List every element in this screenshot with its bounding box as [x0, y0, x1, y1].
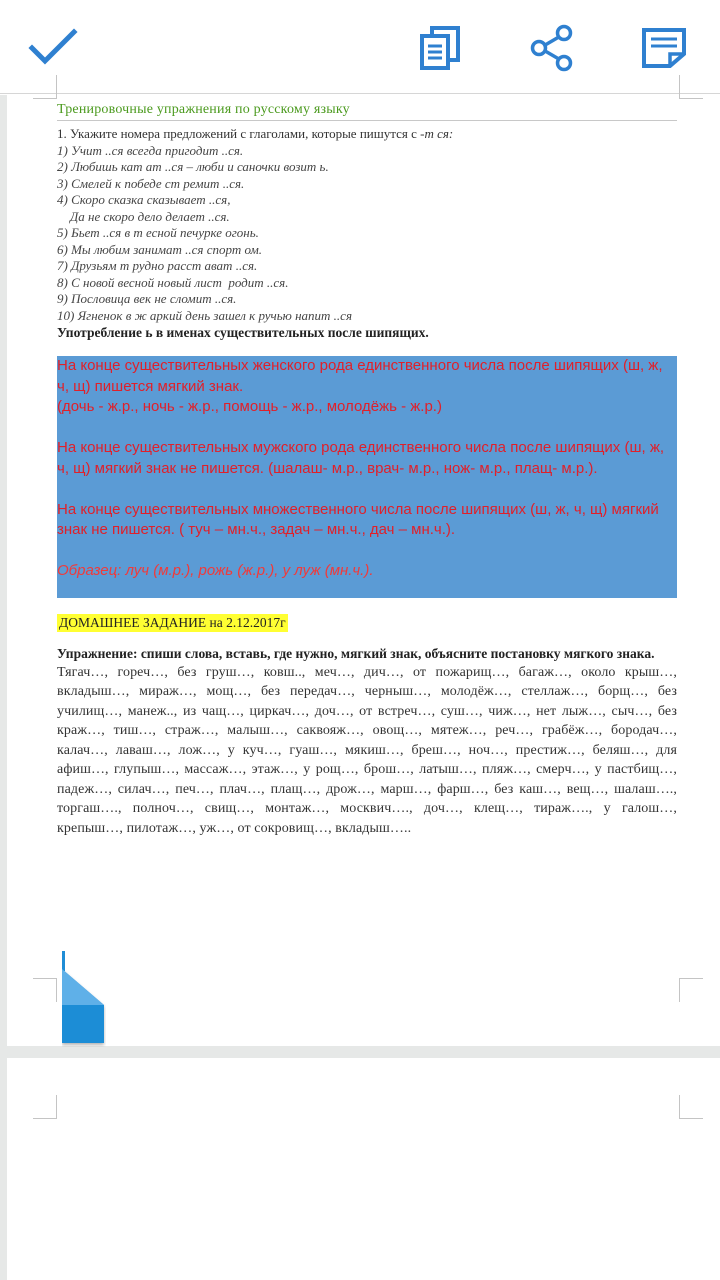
document-canvas[interactable]	[0, 95, 720, 1280]
homework-label: ДОМАШНЕЕ ЗАДАНИЕ на 2.12.2017г	[59, 615, 286, 630]
list-item: 9) Пословица век не сломит ..ся.	[57, 291, 237, 306]
page-content	[57, 95, 677, 838]
list-item: 3) Смелей к победе ст ремит ..ся.	[57, 175, 245, 191]
copy-button[interactable]	[414, 22, 466, 74]
notes-icon	[640, 26, 688, 70]
section-heading: Употребление ь в именах существительных после шипящих.	[57, 325, 429, 340]
list-item: 1) Учит ..ся всегда пригодит ..ся.	[57, 142, 244, 158]
crop-mark	[679, 75, 703, 99]
exercise-list	[57, 143, 677, 325]
share-icon	[528, 24, 576, 72]
rule-sample: Образец: луч (м.р.), рожь (ж.р.), у луж (мн.ч.).	[57, 562, 374, 579]
copy-icon	[418, 24, 462, 72]
list-item: 5) Бьет ..ся в т есной печурке огонь.	[57, 225, 259, 240]
list-item: Да не скоро дело делает ..ся.	[57, 208, 230, 224]
list-item: 6) Мы любим занимат ..ся спорт ом.	[57, 241, 263, 257]
exercise-heading: Упражнение: спиши слова, вставь, где нужно, мягкий знак, объясните постановку мягкого знака.	[57, 646, 655, 661]
list-item: 7) Друзьям т рудно расст ават ..ся.	[57, 258, 258, 273]
crop-mark	[33, 1095, 57, 1119]
list-item: 10) Ягненок в ж аркий день зашел к ручью напит ..ся	[57, 307, 352, 323]
crop-mark	[679, 1095, 703, 1119]
share-button[interactable]	[526, 22, 578, 74]
list-item: 4) Скоро сказка сказывает ..ся,	[57, 192, 231, 207]
notes-button[interactable]	[638, 22, 690, 74]
text-cursor	[62, 951, 65, 971]
rule-examples: (дочь - ж.р., ночь - ж.р., помощь - ж.р., молодёжь - ж.р.)	[57, 398, 442, 415]
rules-box	[57, 356, 677, 598]
list-item: 8) С новой весной новый лист родит ..ся.	[57, 274, 289, 290]
cursor-handle-icon[interactable]	[62, 969, 106, 1047]
crop-mark	[679, 978, 703, 1002]
list-item: 2) Любишь кат ат ..ся – люби и саночки возит ь.	[57, 159, 329, 174]
checkmark-icon	[28, 28, 78, 68]
exercise-body: Тягач…, гореч…, без груш…, ковш.., меч…, дич…, от пожарищ…, багаж…, около крыш…, вкладыш…, мираж…, мощ…, без передач…, черныш…, молодёж…, стеллаж…, борщ…, без училищ…, манеж.., из чащ…, циркач…, доч…, от встреч…, суш…, чиж…, нет лыж…, сыч…, без краж…, тиш…, страж…, малыш…, саквояж…, овощ…, мятеж…, реч…, грабёж…, бородач…, калач…, лаваш…, лож…, у куч…, гуаш…, мякиш…, бреш…, ноч…, престиж…, беляш…, для афиш…, глупыш…, массаж…, этаж…, у рощ…, брош…, латыш…, пляж…, смерч…, у пастбищ…, падеж…, силач…, печ…, плач…, плащ…, дрож…, марш…, фарш…, без каш…, вещ…, шалаш…., торгаш…., полноч…, свищ…, монтаж…, москвич…., доч…, клещ…, тираж…., у галош…, крепыш…, пилотаж…, уж…, от сокровищ…, вкладыш…..	[57, 664, 677, 836]
rule-text: На конце существительных множественного числа после шипящих (ш, ж, ч, щ) мягкий знак не пишется. ( туч – мн.ч., задач – мн.ч., дач – мн.ч.).	[57, 500, 659, 538]
document-page[interactable]	[7, 95, 720, 1046]
rule-text: На конце существительных женского рода единственного числа после шипящих (ш, ж, ч, щ) пишется мягкий знак.	[57, 357, 663, 395]
document-title: Тренировочные упражнения по русскому языку	[57, 102, 677, 121]
crop-mark	[33, 978, 57, 1002]
task-instruction: 1. Укажите номера предложений с глаголами, которые пишутся с -т ся:	[57, 126, 454, 141]
done-button[interactable]	[27, 22, 79, 74]
document-page[interactable]	[7, 1058, 720, 1280]
top-toolbar	[0, 0, 720, 94]
crop-mark	[33, 75, 57, 99]
rule-text: На конце существительных мужского рода единственного числа после шипящих (ш, ж, ч, щ) мягкий знак не пишется. (шалаш- м.р., врач- м.р., нож- м.р., плащ- м.р.).	[57, 439, 665, 477]
